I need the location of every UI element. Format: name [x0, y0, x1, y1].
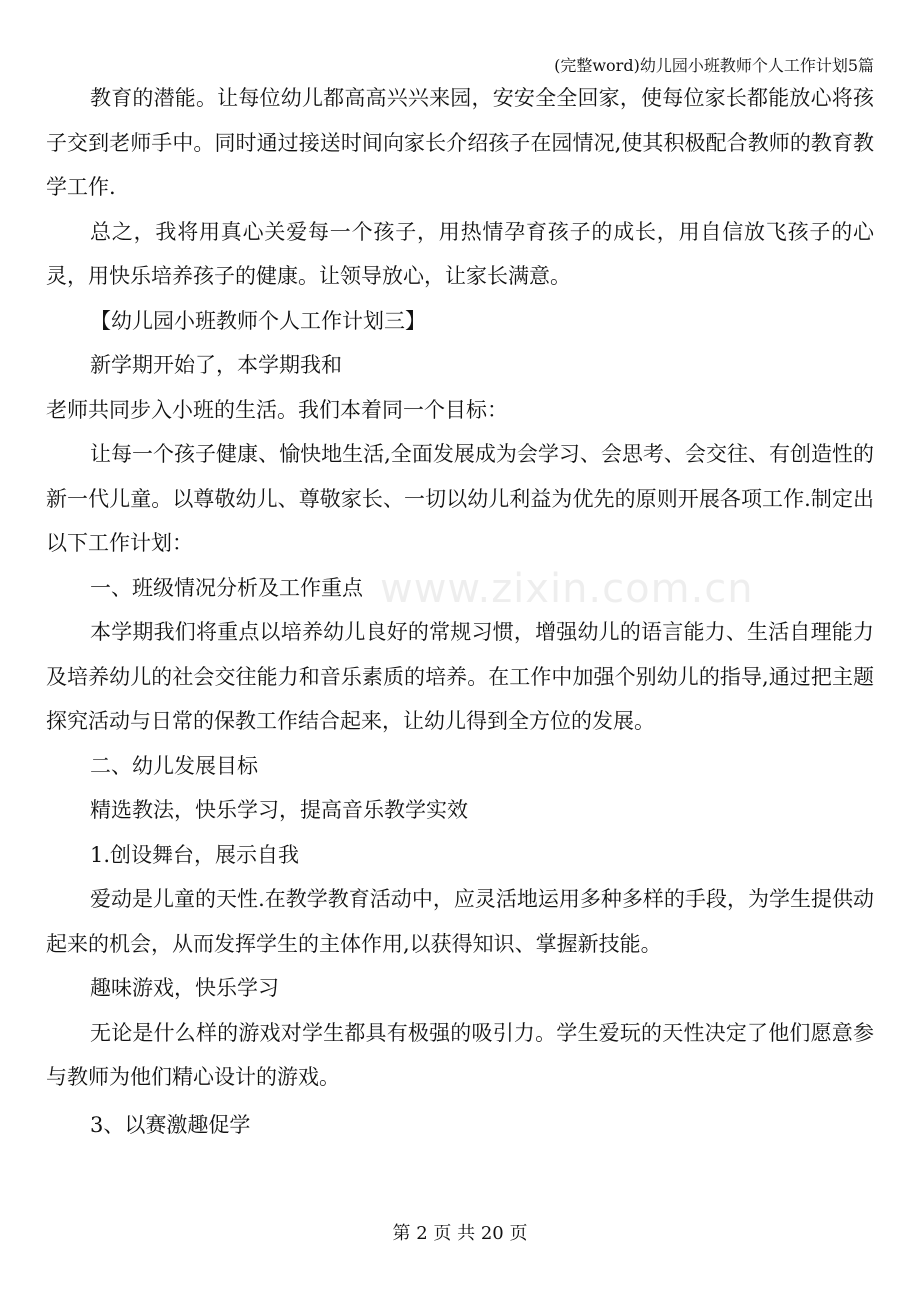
heading-development-goals: 二、幼儿发展目标 [90, 753, 258, 778]
heading-class-analysis: 一、班级情况分析及工作重点 [90, 575, 363, 600]
subheading-stage: 1.创设舞台，展示自我 [90, 842, 300, 867]
paragraph-goal: 让每一个孩子健康、愉快地生活,全面发展成为会学习、会思考、会交往、有创造性的新一代儿童。以尊敬幼儿、尊敬家长、一切以幼儿利益为优先的原则开展各项工作.制定出以下工作计划： [46, 442, 874, 555]
subheading-games: 趣味游戏，快乐学习 [90, 976, 279, 1000]
paragraph-intro-continued: 老师共同步入小班的生活。我们本着同一个目标： [46, 397, 508, 422]
subheading-teaching-methods: 精选教法，快乐学习，提高音乐教学实效 [90, 798, 468, 822]
page-header: (完整word)幼儿园小班教师个人工作计划5篇 [554, 56, 874, 75]
document-body [46, 76, 874, 1147]
subheading-competition: 3、以赛激趣促学 [90, 1112, 251, 1137]
paragraph-continuation: 教育的潜能。让每位幼儿都高高兴兴来园，安安全全回家，使每位家长都能放心将孩子交到老师手中。同时通过接送时间向家长介绍孩子在园情况,使其积极配合教师的教育教学工作. [46, 86, 874, 199]
paragraph-class-analysis: 本学期我们将重点以培养幼儿良好的常规习惯，增强幼儿的语言能力、生活自理能力及培养幼儿的社会交往能力和音乐素质的培养。在工作中加强个别幼儿的指导,通过把主题探究活动与日常的保教工作结合起来，让幼儿得到全方位的发展。 [46, 620, 874, 733]
paragraph-intro: 新学期开始了，本学期我和 [90, 353, 342, 377]
paragraph-games: 无论是什么样的游戏对学生都具有极强的吸引力。学生爱玩的天性决定了他们愿意参与教师为他们精心设计的游戏。 [46, 1020, 874, 1089]
page-footer: 第 2 页 共 20 页 [392, 1223, 528, 1244]
watermark: www.zixin.com.cn [380, 566, 754, 612]
section-title: 【幼儿园小班教师个人工作计划三】 [90, 308, 426, 333]
paragraph-summary: 总之，我将用真心关爱每一个孩子，用热情孕育孩子的成长，用自信放飞孩子的心灵，用快乐培养孩子的健康。让领导放心，让家长满意。 [46, 219, 874, 288]
paragraph-stage: 爱动是儿童的天性.在教学教育活动中，应灵活地运用多种多样的手段，为学生提供动起来的机会，从而发挥学生的主体作用,以获得知识、掌握新技能。 [46, 887, 874, 956]
